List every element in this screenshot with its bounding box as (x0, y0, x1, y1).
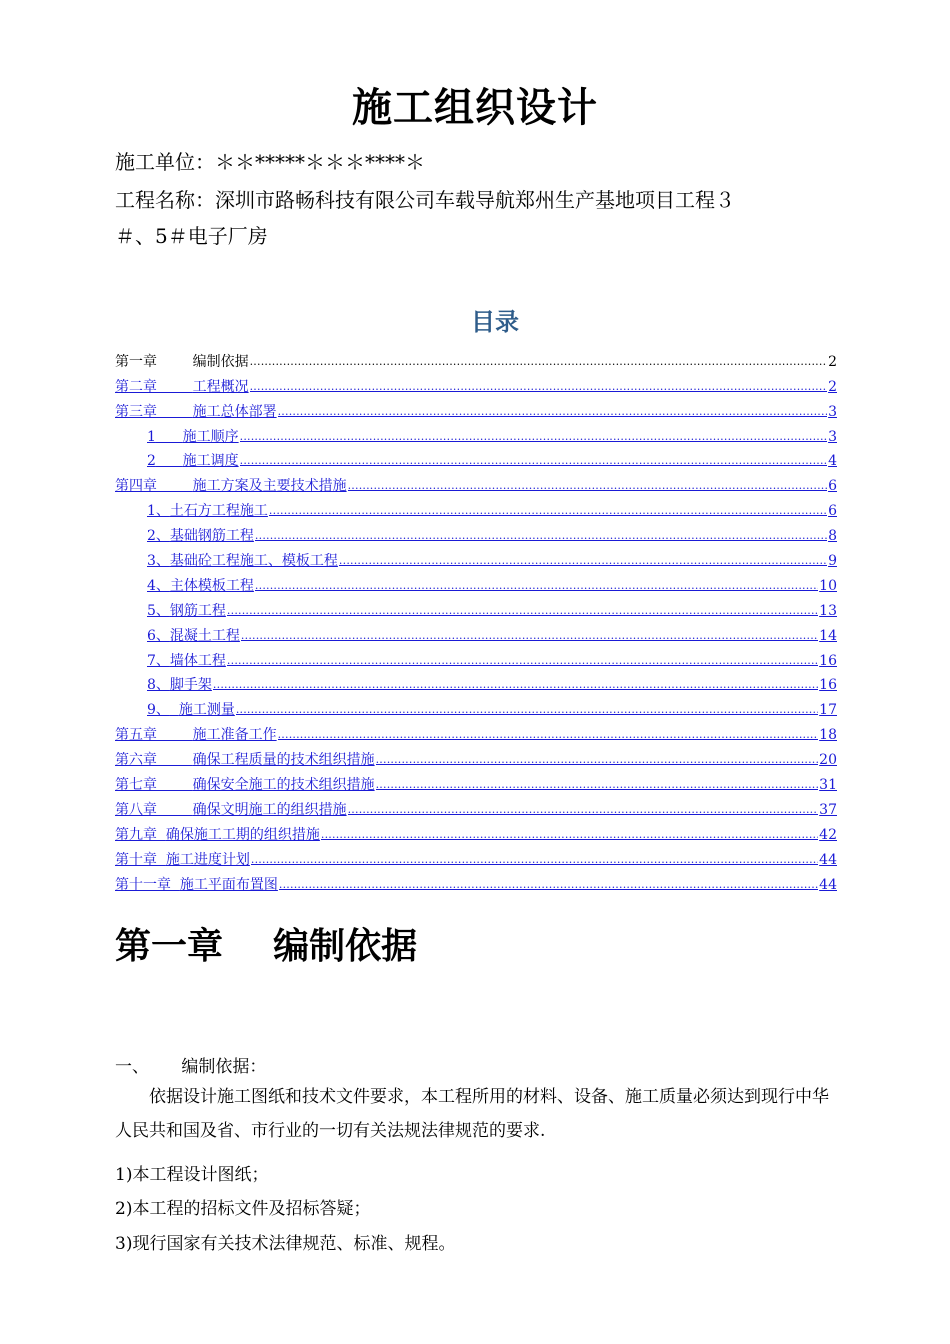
toc-entry-page: 16 (819, 652, 837, 669)
toc-entry[interactable] (115, 371, 837, 396)
toc-entry-spacer (157, 403, 193, 421)
toc-entry-page: 20 (819, 752, 837, 769)
toc-entry-spacer (171, 876, 180, 894)
toc-entry-page: 31 (819, 777, 837, 794)
toc-leader-dots (240, 451, 827, 470)
toc-entry-label: 确保文明施工的组织措施 (192, 801, 347, 818)
toc-entry-spacer (170, 701, 179, 719)
toc-entry[interactable] (115, 670, 837, 695)
toc-entry-page: 18 (819, 727, 837, 744)
toc-entry[interactable] (115, 446, 837, 471)
toc-entry[interactable] (115, 620, 837, 645)
toc-entry-number: 第七章 (115, 777, 157, 794)
toc-entry-number: 第四章 (115, 478, 157, 495)
toc-entry[interactable] (115, 520, 837, 545)
toc-entry-number: 9、 (147, 702, 170, 719)
toc-entry-label: 施工测量 (178, 702, 235, 719)
toc-entry-label: 施工平面布置图 (179, 876, 278, 893)
toc-entry-spacer (156, 452, 183, 470)
toc-entry-label: 确保施工工期的组织措施 (165, 826, 320, 843)
toc-entry (115, 346, 837, 371)
list-item: 2)本工程的招标文件及招标答疑； (115, 1199, 371, 1219)
toc-entry-page: 2 (828, 378, 837, 395)
toc-entry-number: 第二章 (115, 378, 157, 395)
toc-entry-number: 2 (147, 453, 156, 470)
toc-entry-page: 4 (828, 453, 837, 470)
toc-leader-dots (255, 576, 818, 595)
toc-entry-page: 2 (828, 353, 837, 370)
toc-entry-spacer (157, 851, 166, 869)
toc-entry[interactable] (115, 645, 837, 670)
toc-leader-dots (213, 675, 818, 694)
body-paragraph: 依据设计施工图纸和技术文件要求，本工程所用的材料、设备、施工质量必须达到现行中华人民共和国及省、市行业的一切有关法规法律规范的要求. (115, 1087, 829, 1141)
toc-entry-number: 第三章 (115, 403, 157, 420)
toc-leader-dots (255, 526, 827, 545)
toc-entry-label: 墙体工程 (169, 652, 226, 669)
toc-title: 目录 (471, 308, 519, 336)
toc-leader-dots (250, 377, 827, 396)
toc-entry[interactable] (115, 421, 837, 446)
toc-entry[interactable] (115, 719, 837, 744)
toc-leader-dots (321, 825, 818, 844)
toc-entry-number: 1 (147, 428, 156, 445)
toc-entry-number: 3、 (147, 553, 170, 570)
toc-entry[interactable] (115, 396, 837, 421)
toc-leader-dots (227, 651, 818, 670)
chapter-heading: 第一章 编制依据 (115, 926, 418, 967)
toc-entry-page: 3 (828, 403, 837, 420)
toc-entry-number: 第六章 (115, 752, 157, 769)
toc-entry[interactable] (115, 595, 837, 620)
toc-leader-dots (278, 725, 819, 744)
toc-entry-page: 14 (819, 627, 837, 644)
toc-leader-dots (227, 601, 818, 620)
toc-leader-dots (240, 427, 827, 446)
toc-leader-dots (250, 352, 827, 371)
toc-entry-spacer (157, 751, 193, 769)
toc-entry-label: 确保安全施工的技术组织措施 (192, 777, 375, 794)
toc-entry-page: 8 (828, 528, 837, 545)
toc-entry-number: 第五章 (115, 727, 157, 744)
toc-leader-dots (236, 700, 818, 719)
toc-entry-label: 脚手架 (169, 677, 212, 694)
toc-entry-page: 13 (819, 602, 837, 619)
toc-entry-label: 主体模板工程 (169, 577, 254, 594)
toc-entry[interactable] (115, 694, 837, 719)
toc-entry-page: 10 (819, 577, 837, 594)
toc-entry-label: 确保工程质量的技术组织措施 (192, 752, 375, 769)
toc-entry-spacer (157, 378, 193, 396)
toc-entry-page: 16 (819, 677, 837, 694)
toc-entry-number: 6、 (147, 627, 170, 644)
toc-entry-spacer (157, 801, 193, 819)
toc-entry-label: 施工顺序 (182, 428, 239, 445)
toc-entry[interactable] (115, 470, 837, 495)
toc-entry-label: 基础钢筋工程 (169, 528, 254, 545)
toc-leader-dots (348, 800, 819, 819)
toc-entry-number: 7、 (147, 652, 170, 669)
toc-leader-dots (348, 476, 827, 495)
toc-entry-spacer (157, 826, 166, 844)
table-of-contents (115, 346, 837, 894)
toc-leader-dots (376, 775, 819, 794)
toc-entry-label: 编制依据 (192, 353, 249, 370)
toc-entry-number: 2、 (147, 528, 170, 545)
toc-entry-label: 施工总体部署 (192, 403, 277, 420)
toc-entry-label: 基础砼工程施工、模板工程 (169, 553, 338, 570)
toc-entry-label: 混凝土工程 (169, 627, 240, 644)
toc-leader-dots (241, 626, 818, 645)
toc-entry-page: 44 (819, 876, 837, 893)
project-name-line-2: ＃、5＃电子厂房 (115, 224, 268, 248)
toc-entry-label: 施工方案及主要技术措施 (192, 478, 347, 495)
toc-entry[interactable] (115, 545, 837, 570)
toc-leader-dots (269, 501, 827, 520)
toc-entry-number: 第一章 (115, 353, 157, 370)
list-item: 3)现行国家有关技术法律规范、标准、规程。 (115, 1234, 456, 1254)
toc-entry-number: 8、 (147, 677, 170, 694)
toc-entry-label: 施工调度 (182, 453, 239, 470)
toc-entry-page: 9 (828, 553, 837, 570)
toc-entry[interactable] (115, 869, 837, 894)
toc-leader-dots (339, 551, 827, 570)
toc-entry-number: 1、 (147, 503, 170, 520)
toc-entry-label: 土石方工程施工 (169, 503, 268, 520)
document-title: 施工组织设计 (352, 85, 598, 131)
toc-entry[interactable] (115, 495, 837, 520)
toc-leader-dots (279, 875, 818, 894)
toc-entry-page: 6 (828, 503, 837, 520)
toc-entry[interactable] (115, 570, 837, 595)
toc-entry[interactable] (115, 744, 837, 769)
toc-leader-dots (376, 750, 819, 769)
toc-entry-label: 施工进度计划 (165, 851, 250, 868)
toc-entry-spacer (157, 776, 193, 794)
toc-entry-number: 第十一章 (115, 876, 171, 893)
toc-entry-page: 6 (828, 478, 837, 495)
toc-entry[interactable] (115, 769, 837, 794)
construction-unit: 施工单位：＊＊*****＊＊＊****＊ (115, 150, 425, 174)
project-name-line-1: 工程名称：深圳市路畅科技有限公司车载导航郑州生产基地项目工程３ (115, 188, 735, 212)
toc-entry-number: 第十章 (115, 851, 157, 868)
toc-entry[interactable] (115, 819, 837, 844)
toc-entry-page: 37 (819, 801, 837, 818)
toc-entry-number: 5、 (147, 602, 170, 619)
toc-entry-spacer (156, 428, 183, 446)
toc-entry-spacer (157, 726, 193, 744)
toc-entry-number: 第九章 (115, 826, 157, 843)
toc-entry-spacer (157, 477, 193, 495)
toc-entry-label: 钢筋工程 (169, 602, 226, 619)
section-heading: 一、 编制依据： (115, 1057, 267, 1077)
toc-entry[interactable] (115, 844, 837, 869)
toc-leader-dots (278, 402, 827, 421)
toc-entry-page: 44 (819, 851, 837, 868)
toc-entry-label: 工程概况 (192, 378, 249, 395)
toc-entry[interactable] (115, 794, 837, 819)
toc-entry-number: 4、 (147, 577, 170, 594)
toc-leader-dots (251, 850, 818, 869)
list-item: 1)本工程设计图纸； (115, 1165, 269, 1185)
toc-entry-number: 第八章 (115, 801, 157, 818)
toc-entry-page: 3 (828, 428, 837, 445)
toc-entry-spacer (157, 353, 193, 371)
toc-entry-page: 42 (819, 826, 837, 843)
toc-entry-label: 施工准备工作 (192, 727, 277, 744)
toc-entry-page: 17 (819, 702, 837, 719)
